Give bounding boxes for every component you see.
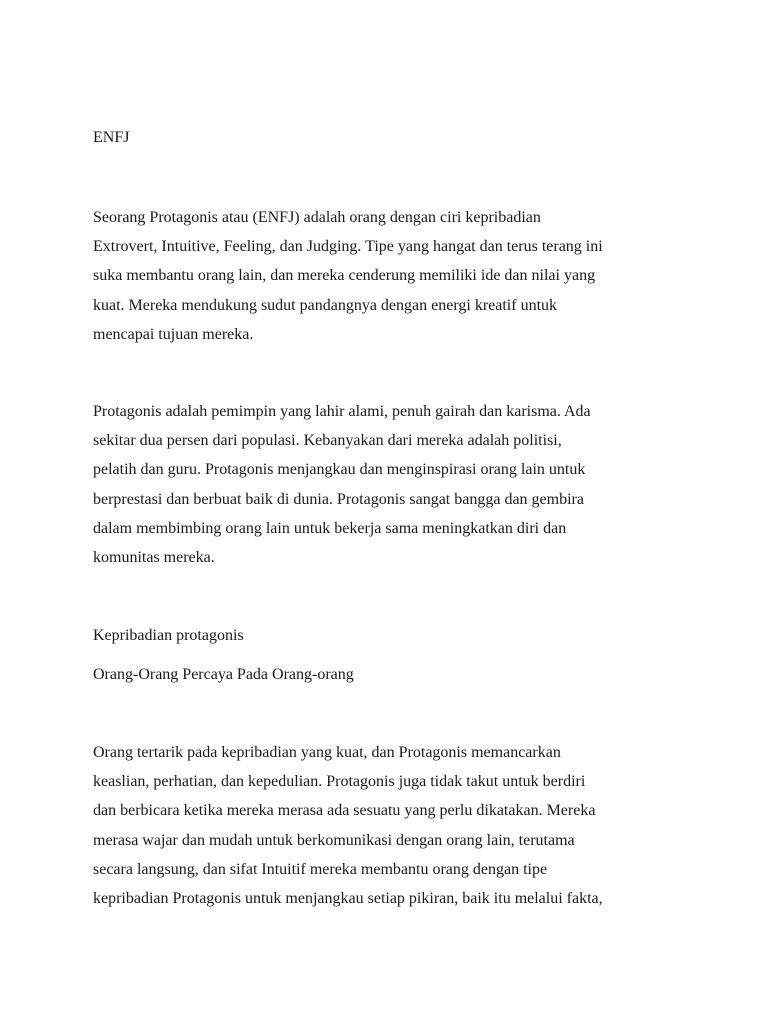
paragraph-line: sekitar dua persen dari populasi. Kebanyakan dari mereka adalah politisi,	[93, 432, 562, 450]
paragraph-line: keaslian, perhatian, dan kepedulian. Protagonis juga tidak takut untuk berdiri	[93, 773, 586, 791]
paragraph-line: berprestasi dan berbuat baik di dunia. Protagonis sangat bangga dan gembira	[93, 490, 584, 508]
paragraph-line: Extrovert, Intuitive, Feeling, dan Judging. Tipe yang hangat dan terus terang ini	[93, 238, 603, 256]
paragraph-line: Seorang Protagonis atau (ENFJ) adalah orang dengan ciri kepribadian	[93, 209, 541, 226]
paragraph-line: secara langsung, dan sifat Intuitif mereka membantu orang dengan tipe	[93, 860, 548, 878]
paragraph-line: kuat. Mereka mendukung sudut pandangnya dengan energi kreatif untuk	[93, 296, 558, 314]
section-heading: Kepribadian protagonis	[93, 627, 244, 644]
paragraph-intro	[93, 203, 683, 349]
paragraph-line: pelatih dan guru. Protagonis menjangkau dan menginspirasi orang lain untuk	[93, 461, 586, 479]
paragraph-line: mencapai tujuan mereka.	[93, 325, 254, 343]
paragraph-line: Protagonis adalah pemimpin yang lahir alami, penuh gairah dan karisma. Ada	[93, 403, 591, 420]
paragraph-line: kepribadian Protagonis untuk menjangkau setiap pikiran, baik itu melalui fakta,	[93, 890, 603, 908]
paragraph-line: Orang tertarik pada kepribadian yang kuat, dan Protagonis memancarkan	[93, 744, 561, 761]
paragraph-people	[93, 738, 683, 913]
subsection-heading: Orang-Orang Percaya Pada Orang-orang	[93, 666, 354, 683]
paragraph-line: merasa wajar dan mudah untuk berkomunikasi dengan orang lain, terutama	[93, 831, 575, 849]
paragraph-line: dalam membimbing orang lain untuk bekerja sama meningkatkan diri dan	[93, 519, 567, 537]
paragraph-leaders	[93, 397, 683, 572]
paragraph-line: dan berbicara ketika mereka merasa ada sesuatu yang perlu dikatakan. Mereka	[93, 802, 596, 820]
document-title: ENFJ	[93, 129, 130, 146]
paragraph-line: komunitas mereka.	[93, 549, 215, 567]
paragraph-line: suka membantu orang lain, dan mereka cenderung memiliki ide dan nilai yang	[93, 267, 596, 285]
